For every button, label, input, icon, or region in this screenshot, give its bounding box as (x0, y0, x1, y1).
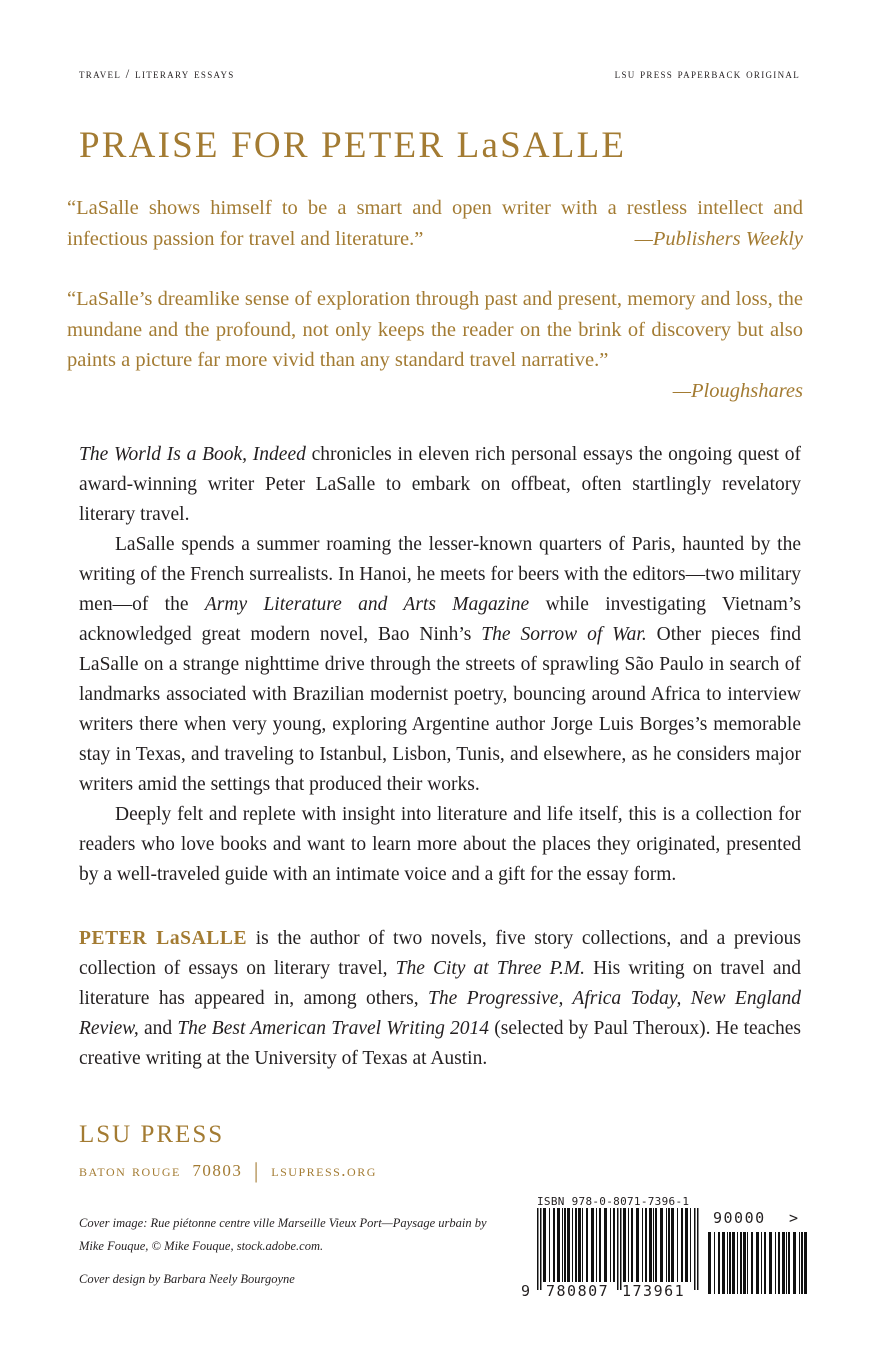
barcode-bar (567, 1208, 570, 1282)
barcode-bar (729, 1232, 731, 1294)
barcode-bar (747, 1232, 748, 1294)
cover-image-credit: Cover image: Rue piétonne centre ville Marseille Vieux Port—Paysage urbain by Mike Fouque, © Mike Fouque, stock.adobe.com. (79, 1216, 487, 1253)
barcode-bar (769, 1232, 772, 1294)
barcode-bar (586, 1208, 588, 1282)
publisher-name: LSU PRESS (79, 1121, 225, 1148)
barcode-bar (604, 1208, 607, 1282)
quote-text: “LaSalle’s dreamlike sense of exploration through past and present, memory and loss, the mundane and the profound, not only keeps the reader on the brink of discovery but also paints a picture far more vivid than any standard travel narrative.” (67, 288, 803, 371)
barcode-bar (642, 1208, 643, 1282)
barcode-bar (801, 1232, 803, 1294)
barcode-bar (677, 1208, 678, 1282)
barcode-bar (668, 1208, 670, 1282)
barcode-bar (690, 1208, 691, 1282)
barcode-bar (557, 1208, 560, 1282)
price-arrow: > (789, 1209, 800, 1227)
isbn-label: ISBN 978-0-8071-7396-1 (537, 1195, 690, 1208)
description-paragraph-3: Deeply felt and replete with insight into literature and life itself, this is a collection for readers who love books and want to learn more about the places they originated, presented by a well-traveled guide with an intimate voice and a gift for the essay form. (79, 804, 801, 885)
novel-title: The Sorrow of War. (481, 624, 647, 645)
barcode-bar (564, 1208, 566, 1282)
text-run: His writing on travel and literature has appeared in, among others, (79, 958, 801, 1009)
barcode-bar (788, 1232, 790, 1294)
publisher-address (79, 1158, 377, 1184)
zip-code: 70803 (192, 1161, 243, 1180)
barcode-bar (732, 1232, 735, 1294)
author-bio (79, 924, 801, 1074)
praise-heading: PRAISE FOR PETER LaSALLE (79, 125, 627, 166)
barcode-guard (697, 1208, 699, 1290)
barcode-bar (666, 1208, 667, 1282)
edition-label: lsu press paperback original (614, 66, 800, 81)
barcode-bar (562, 1208, 563, 1282)
text-run: (selected by Paul Theroux). He teaches creative writing at the University of Texas at Austin. (79, 1018, 801, 1069)
barcode-bar (740, 1232, 742, 1294)
text-run: and (138, 1018, 178, 1039)
text-run: chronicles in eleven rich personal essays the ongoing quest of award-winning writer Peter LaSalle to embark on offbeat, often startlingly revelatory literary travel. (79, 444, 802, 525)
barcode-bar (751, 1232, 753, 1294)
cover-design-credit: Cover design by Barbara Neely Bourgoyne (79, 1272, 295, 1286)
barcode-bar (653, 1208, 654, 1282)
barcode-bar (631, 1208, 633, 1282)
description-paragraph-1 (79, 440, 801, 530)
barcode-bar (596, 1208, 597, 1282)
barcode-bar (613, 1208, 615, 1282)
barcode-bar (591, 1208, 594, 1282)
barcode-bar (761, 1232, 762, 1294)
barcode-bar (645, 1208, 647, 1282)
barcode-bar (628, 1208, 629, 1282)
barcode-guard (620, 1208, 622, 1290)
barcode-bar (756, 1232, 759, 1294)
barcode-bar (549, 1208, 550, 1282)
barcode-guard (617, 1208, 619, 1290)
barcode-bar (578, 1208, 581, 1282)
barcode-bar (660, 1208, 663, 1282)
barcode-bar (793, 1232, 796, 1294)
barcode-bar (671, 1208, 674, 1282)
barcode-bar (718, 1232, 720, 1294)
barcode-bar (778, 1232, 780, 1294)
barcode-bar (714, 1232, 715, 1294)
barcode-guard (540, 1208, 542, 1290)
barcode-bar (743, 1232, 746, 1294)
barcode-bar (599, 1208, 601, 1282)
barcode-digits-left: 780807 (546, 1282, 610, 1300)
barcode-digits-right: 173961 (622, 1282, 686, 1300)
barcode-bar (655, 1208, 657, 1282)
review-quote-1 (67, 193, 803, 254)
barcode-bar (727, 1232, 728, 1294)
barcode-bar (804, 1232, 807, 1294)
magazine-title: Army Literature and Arts Magazine (204, 594, 530, 615)
author-name: PETER LaSALLE (79, 928, 248, 949)
barcode-bar (799, 1232, 800, 1294)
barcode-bar (764, 1232, 766, 1294)
barcode-bar (575, 1208, 577, 1282)
book-title: The World Is a Book, Indeed (79, 444, 306, 465)
review-quote-2 (67, 284, 803, 406)
barcode-bar (572, 1208, 573, 1282)
barcode-bar (636, 1208, 639, 1282)
quote-source: —Ploughshares (672, 379, 803, 402)
barcode-guard (694, 1208, 696, 1290)
city: baton rouge (79, 1161, 181, 1180)
quote-text: “LaSalle shows himself to be a smart and open writer with a restless intellect and infectious passion for travel and literature.” (67, 197, 803, 250)
separator: | (253, 1158, 260, 1183)
publications: The Progressive, Africa Today, New England Review, (79, 988, 801, 1039)
barcode-bar (708, 1232, 711, 1294)
book-title: The City at Three P.M. (395, 958, 586, 979)
price-code: 90000 (713, 1209, 766, 1227)
barcode-bar (623, 1208, 626, 1282)
anthology-title: The Best American Travel Writing 2014 (177, 1018, 490, 1039)
quote-source: —Publishers Weekly (634, 227, 803, 250)
barcode-bar (553, 1208, 555, 1282)
category-label: travel / literary essays (79, 66, 235, 81)
text-run: LaSalle spends a summer roaming the lesser-known quarters of Paris, haunted by the writing of the French surrealists. In Hanoi, he meets for beers with the editors—two military men—of the (79, 534, 801, 615)
text-run: is the author of two novels, five story collections, and a previous collection of essays on literary travel, (79, 928, 801, 979)
text-run: Other pieces find LaSalle on a strange nighttime drive through the streets of sprawling São Paulo in search of landmarks associated with Brazilian modernist poetry, bouncing around Africa to interview writers there when very young, exploring Argentine author Jorge Luis Borges’s memorable stay in Texas, and traveling to Istanbul, Lisbon, Tunis, and elsewhere, as he considers major writers amid the settings that produced their works. (79, 624, 801, 795)
publisher-website[interactable]: lsupress.org (271, 1161, 377, 1180)
barcode-digit-first: 9 (521, 1282, 532, 1300)
barcode-bar (610, 1208, 611, 1282)
barcode-bar (649, 1208, 652, 1282)
barcode-bar (685, 1208, 688, 1282)
barcode-bar (681, 1208, 683, 1282)
barcode-bar (737, 1232, 738, 1294)
barcode-bar (722, 1232, 725, 1294)
barcode-bar (786, 1232, 787, 1294)
text-run: while investigating Vietnam’s acknowledged great modern novel, Bao Ninh’s (79, 594, 801, 645)
barcode-bar (775, 1232, 776, 1294)
barcode-bar (582, 1208, 583, 1282)
barcode-bar (782, 1232, 785, 1294)
barcode-bar (543, 1208, 546, 1282)
description-paragraph-2 (79, 530, 801, 800)
barcode-guard (537, 1208, 539, 1290)
